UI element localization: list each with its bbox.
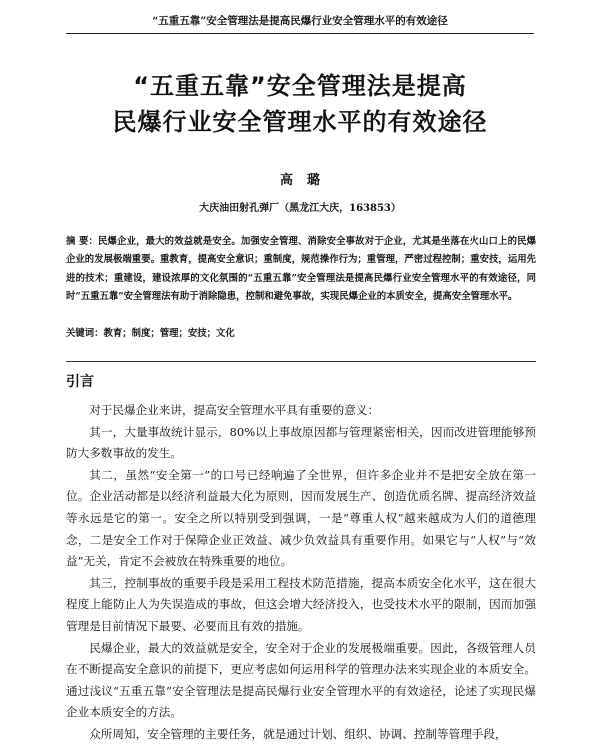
paragraph: 对于民爆企业来讲，提高安全管理水平具有重要的意义：: [89, 403, 380, 417]
title-line-1: “五重五靠”安全管理法是提高: [133, 72, 467, 100]
title-line-2: 民爆行业安全管理水平的有效途径: [112, 108, 488, 136]
keywords: [66, 325, 536, 343]
keywords-text: 教育；制度；管理；安技；文化: [103, 328, 235, 339]
paper-title: [40, 68, 560, 140]
abstract-label: 摘 要：: [66, 236, 98, 247]
paragraph: 民爆企业，最大的效益就是安全，安全对于企业的发展极端重要。因此，各级管理人员在不断提高安全意识的前提下，更应考虑如何运用科学的管理办法来实现企业的本质安全。通过浅议“五重五靠”安全管理法是提高民爆行业安全管理水平的有效途径，论述了实现民爆企业本质安全的方法。: [66, 640, 536, 720]
paragraph: 其一，大量事故统计显示，80%以上事故原因都与管理紧密相关，因而改进管理能够预防大多数事故的发生。: [66, 424, 536, 461]
keywords-label: 关键词：: [66, 328, 104, 339]
running-header: “五重五靠”安全管理法是提高民爆行业安全管理水平的有效途径: [152, 15, 448, 27]
abstract: [66, 233, 536, 307]
section-heading: 引言: [66, 374, 94, 390]
paragraph: 其三，控制事故的重要手段是采用工程技术防范措施，提高本质安全化水平，这在很大程度上能防止人为失误造成的事故，但这会增大经济投入，也受技术水平的限制，因而加强管理是目前情况下最要、必要而且有效的措施。: [66, 575, 536, 633]
paragraph: 其二，虽然“安全第一”的口号已经响遍了全世界，但许多企业并不是把安全放在第一位。企业活动都是以经济利益最大化为原则，因而发展生产、创造优质名牌、提高经济效益等永远是它的第一。安全之所以特别受到强调，一是“尊重人权”越来越成为人们的道德理念，二是安全工作对于保障企业正效益、减少负效益具有重要作用。如果它与“人权”与“效益”无关，肯定不会被放在特殊重要的地位。: [66, 467, 536, 569]
paragraph: 众所周知，安全管理的主要任务，就是通过计划、组织、协调、控制等管理手段，: [89, 726, 507, 741]
body-text: [66, 400, 536, 746]
author-name: 高璐: [279, 173, 334, 188]
header-rule: [66, 33, 534, 34]
section-divider: [66, 361, 536, 362]
abstract-text: 民爆企业，最大的效益就是安全。加强安全管理、消除安全事故对于企业，尤其是坐落在火山口上的民爆企业的发展极端重要。重教育，提高安全意识；重制度，规范操作行为；重管理，严密过程控制；重安技，运用先进的技术；重建设，建设浓厚的文化氛围的“五重五靠”安全管理法是提高民爆行业安全管理水平的有效途径，同时“五重五靠”安全管理法有助于消除隐患，控制和避免事故，实现民爆企业的本质安全，提高安全管理水平。: [66, 236, 536, 303]
author-affiliation: 大庆油田射孔弹厂（黑龙江大庆，163853）: [199, 203, 401, 214]
